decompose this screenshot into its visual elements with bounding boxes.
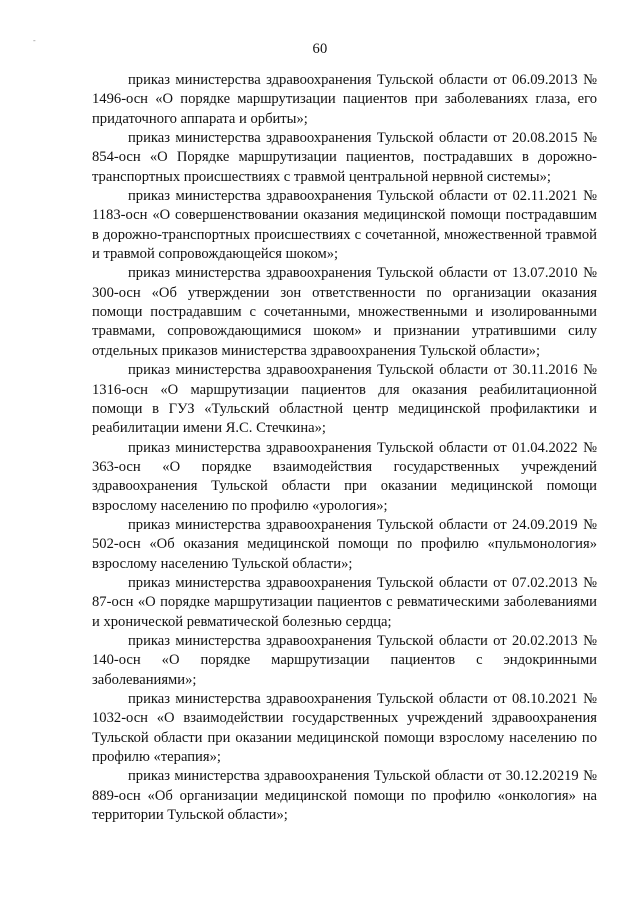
order-paragraph-8: приказ министерства здравоохранения Тульской области от 07.02.2013 № 87-осн «О порядке маршрутизации пациентов с ревматическими заболеваниями и хронической ревматической болезнью сердца; bbox=[92, 574, 597, 630]
order-paragraph-4: приказ министерства здравоохранения Тульской области от 13.07.2010 № 300-осн «Об утверждении зон ответственности по организации оказания помощи пострадавшим с сочетанными, множественными и изолированными травмами, сопровождающимися шоком» и признании утратившими силу отдельных приказов министерства здравоохранения Тульской области»; bbox=[92, 265, 597, 359]
order-paragraph-3: приказ министерства здравоохранения Тульской области от 02.11.2021 № 1183-осн «О совершенствовании оказания медицинской помощи пострадавшим в дорожно-транспортных происшествиях с сочетанной, множественной травмой и травмой сопровождающейся шоком»; bbox=[92, 188, 597, 263]
order-paragraph-1: приказ министерства здравоохранения Тульской области от 06.09.2013 № 1496-осн «О порядке маршрутизации пациентов при заболеваниях глаза, его придаточного аппарата и орбиты»; bbox=[92, 72, 597, 127]
order-paragraph-2: приказ министерства здравоохранения Тульской области от 20.08.2015 № 854-осн «О Порядке маршрутизации пациентов, пострадавших в дорожно-транспортных происшествиях с травмой центральной нервной системы»; bbox=[92, 130, 597, 185]
document-body bbox=[92, 71, 597, 825]
page-number: 60 bbox=[312, 41, 328, 57]
order-paragraph-7: приказ министерства здравоохранения Тульской области от 24.09.2019 № 502-осн «Об оказания медицинской помощи по профилю «пульмонология» взрослому населению Тульской области»; bbox=[92, 516, 597, 572]
order-paragraph-6: приказ министерства здравоохранения Тульской области от 01.04.2022 № 363-осн «О порядке взаимодействия государственных учреждений здравоохранения Тульской области при оказании медицинской помощи взрослому населению по профилю «урология»; bbox=[92, 439, 597, 514]
order-paragraph-10: приказ министерства здравоохранения Тульской области от 08.10.2021 № 1032-осн «О взаимодействии государственных учреждений здравоохранения Тульской области при оказании медицинской помощи взрослому населению по профилю «терапия»; bbox=[92, 691, 597, 766]
margin-mark: - bbox=[33, 36, 36, 45]
order-paragraph-9: приказ министерства здравоохранения Тульской области от 20.02.2013 № 140-осн «О порядке маршрутизации пациентов с эндокринными заболеваниями»; bbox=[92, 632, 597, 688]
order-paragraph-5: приказ министерства здравоохранения Тульской области от 30.11.2016 № 1316-осн «О маршрутизации пациентов для оказания реабилитационной помощи в ГУЗ «Тульский областной центр медицинской профилактики и реабилитации имени Я.С. Стечкина»; bbox=[92, 362, 597, 437]
order-paragraph-11: приказ министерства здравоохранения Тульской области от 30.12.20219 № 889-осн «Об организации медицинской помощи по профилю «онкология» на территории Тульской области»; bbox=[92, 768, 597, 824]
